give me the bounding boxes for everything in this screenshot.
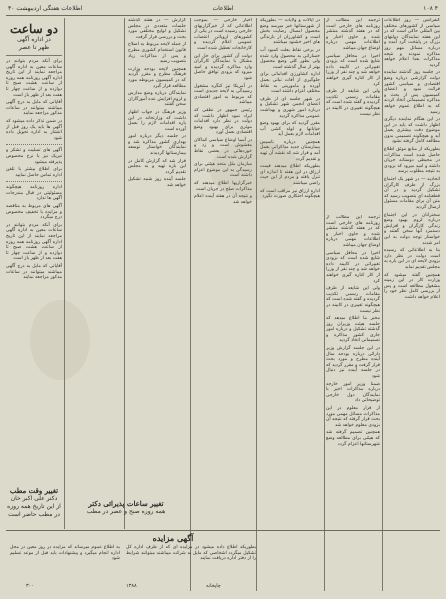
column-divider-1	[382, 18, 383, 591]
col5-p5: وزیر فرهنگ در جواب اظهار داشت که وزارتخانه در این باره اقدامات لازم را بعمل آورده است	[128, 109, 186, 132]
col5-p8: جلسه آینده روز شنبه تشکیل خواهد شد	[128, 177, 186, 189]
column-1	[384, 18, 440, 591]
col4-p8: و نتیجه آن در هفته آینده اعلام خواهد شد	[194, 194, 252, 205]
col2-p4: مخبر ما اطلاع میدهد که جلسه هیئت وزیران روز گذشته تشکیل و درباره امور جاری کشور مذاکره و تصمیماتی اتخاذ گردید	[326, 316, 380, 344]
ad-title: آگهی مزایده	[152, 533, 194, 543]
col2-p5: در این جلسه گزارش وزیر دارائی درباره بودجه سال آینده مطرح و مورد بحث قرار گرفت و مقرر گردید که در جلسه آینده نیز دنبال شود	[326, 346, 380, 380]
column-2-top	[326, 18, 380, 209]
ad-footer-left: ۳۰۰	[26, 583, 35, 589]
left-p3: در ضمن تذکر داده میشود که آگهی ها باید یک روز قبل از انتشار به اداره تحویل داده شود	[6, 118, 62, 141]
col2-p3: ولی این شایعه از طرف مقامات رسمی تکذیب گردیده و گفته شده است که هیچگونه تغییری در کابینه در نظر نیست	[326, 286, 380, 314]
col3-p5: مقرر گردید که برای بهبود وضع خیابانها و لوله کشی آب اقدامات لازم بعمل آید	[260, 121, 320, 138]
col4-p2: دولت آن کشور برای حل این مشکل با نمایندگان کارگران وارد مذاکره گردیده و امید میرود که بزودی توافق حاصل شود	[194, 53, 252, 81]
col4-p6: سازمان ملل متحد هیئتی برای رسیدگی به این موضوع اعزام داشته است	[194, 162, 252, 179]
col1-p6: سخنرانان در این اجتماع درباره لزوم بهبود وضع زندگی کارگران و افزایش دستمزد آنها سخن گفتند و خواستار توجه دولت به این امر شدند	[384, 212, 440, 246]
ad-right-text: بطوریکه اطلاع داده میشود در مزایده ای که از طرف اداره کل تشکیل میگردد اشخاصی که مایل به شرکت میباشند میتوانند شرایط را از دفتر اداره دریافت نمایند	[126, 545, 256, 562]
col2-p2: اخیرا در محافل سیاسی شایع شده است که بزودی تغییراتی در کابینه داده خواهد شد و چند نفر از وزرا از کار کناره گیری خواهند کرد	[326, 250, 380, 284]
page-number: ۴ ۱۰۸	[423, 5, 438, 12]
col5-p3: همچنین لایحه بودجه وزارت فرهنگ مطرح و مقرر گردید که در کمیسیون مربوطه مورد مطالعه قرار گیرد	[128, 66, 186, 89]
left-p4: آگهی های تسلیت و تشکر و تبریک نیز با نرخ مخصوص پذیرفته میشود	[6, 148, 62, 165]
column-3	[260, 18, 320, 591]
col5-p1: گزارش — در هفته گذشته جلسات متعددی در مجلس تشکیل و لوایح مختلفی مورد بحث و بررسی قرار گرفت	[128, 18, 186, 40]
col3-p7: بطوریکه اطلاع میدهند قیمت ارزاق در این هفته تا اندازه ای تنزل یافته و مردم از این حیث راضی میباشند	[260, 164, 320, 187]
center-notice	[66, 500, 186, 516]
col3-p4: در شهر جلسه ای از طرف اعضای انجمن شهر تشکیل و درباره امور شهری و بهداشت عمومی مذاکره گردید	[260, 96, 320, 119]
left-dotline-1	[6, 144, 62, 145]
left-p9: آقایانی که مایل به درج آگهی میباشند میتوانند در ساعات مذکور مراجعه نمایند	[6, 264, 62, 281]
center-notice-line: همه روزه صبح و عصر در مطب	[86, 508, 166, 515]
doctor-notice	[6, 487, 62, 519]
left-subtitle-1: در اداره آگهی	[17, 36, 51, 43]
col1-p5: اتحادیه — در شهر یک اجتماع بزرگ از طرف کارگران تشکیل گردید و در آن قطعنامه ای بتصویب رسید که متن آن برای مقامات مسئول ارسال گردید	[384, 177, 440, 210]
col4-p5: در آسیا اوضاع سیاسی کماکان مغشوش است و زد و خوردهائی در بعضی نقاط گزارش شده است	[194, 137, 252, 160]
paper-stain	[30, 300, 90, 380]
left-p2: آقایانی که مایل به درج آگهی میباشند میتوانند در ساعات مذکور مراجعه نمایند	[6, 100, 62, 117]
col4-p7: خبرگزاریها اطلاع میدهند که مذاکرات صلح در جریان است	[194, 181, 252, 192]
left-dotline-2	[6, 181, 62, 182]
column-divider-3	[256, 18, 257, 591]
col3-p2: در برخی نقاط بعلت کمبود آب خساراتی به محصول وارد شده ولی بطور کلی وضع محصول بهتر از سال گذشته است	[260, 47, 320, 70]
col1-p8: همچنین گفته میشود که وزارت کار در این زمینه مشغول مطالعه است و پس از بررسی کامل نظر خود را اعلام خواهد داشت	[384, 272, 440, 300]
paper-stain	[210, 140, 300, 200]
left-p6: اداره روزنامه هیچگونه مسئولیتی در قبال مندرجات آگهی ها ندارد	[6, 185, 62, 202]
left-column	[6, 18, 62, 529]
left-rule	[6, 55, 62, 56]
center-notice-title: تغییر ساعات پذیرائی دکتر	[88, 499, 164, 508]
col1-p4: بطوریکه از منابع موثق اطلاع حاصل شده است مذاکرات در محیطی دوستانه جریان داشته و امید میرود که بزودی به نتیجه مطلوب برسد	[384, 147, 440, 175]
header-rule	[6, 15, 440, 16]
col2-top-p2: اخیرا در محافل سیاسی شایع شده است که بزودی تغییراتی در کابینه داده خواهد شد و چند نفر از وزرا از کار کناره گیری خواهند کرد	[326, 53, 380, 87]
left-p7: آگهی های مربوط به مناقصه و مزایده با تخفیف مخصوص درج میگردد	[6, 204, 62, 221]
col3-p6: همچنین درباره تاسیس بیمارستان جدید مذاکراتی بعمل آمد و قرار شد که نقشه آن تهیه و تقدیم گردد	[260, 139, 320, 162]
col3-p1: در ایالات و ولایات — بطوریکه از شهرستانها خبر میرسد وضع محصول امسال رضایت بخش است و کشاورزان از بارندگی های اخیر خشنود میباشند	[260, 18, 320, 46]
col2-top-p3: ولی این شایعه از طرف مقامات رسمی تکذیب گردیده و گفته شده است که هیچگونه تغییری در کابینه در نظر نیست	[326, 89, 380, 117]
col2-top-p1: ترجمه این مطالب از روزنامه های خارجی است که در هفته گذشته منتشر شده و حاوی اخبار و اطلاعات مهمی درباره اوضاع جهان میباشد	[326, 18, 380, 51]
column-divider-4	[190, 18, 191, 591]
col2-p7: از قرار معلوم در این مذاکرات مسائل مهمی مورد بحث قرار گرفته که نتیجه آن بزودی معلوم خواهد شد	[326, 406, 380, 428]
ad-footer-right: چاپخانه	[206, 583, 221, 589]
col5-p6: در جلسه دیگر درباره امور بهداری کشور مذاکره شد و نمایندگان خواستار توسعه بیمارستانها گردیدند	[128, 134, 186, 157]
col4-p1: اخبار خارجی — بموجب اطلاعاتی که از خبرگزاریهای خارجی رسیده است در یکی از کشورهای اروپائی اعتصاب عمومی اعلام گردیده و کارخانجات تعطیل شده است	[194, 18, 252, 51]
advertisement-box	[6, 530, 440, 591]
doctor-notice-line-1: دکتر علی اکبر خان	[10, 495, 58, 502]
col2-p6: ضمنا وزیر امور خارجه درباره مذاکرات اخیر با نمایندگان دول خارجی توضیحاتی داد	[326, 381, 380, 404]
doctor-notice-title: تغییر وقت مطب	[9, 486, 59, 495]
ad-left-text: به اطلاع عموم میرساند که مزایده در روز معین در محل اداره انجام میگیرد و پیشنهادات باید قبل از موعد تسلیم شود	[10, 545, 120, 562]
column-divider-left	[64, 18, 65, 529]
column-5	[128, 18, 186, 529]
col1-p2: در جلسه روز گذشته نماینده دولت گزارشی درباره وضع اقتصادی و سیاسی کشور قرائت نمود و اعضای کمیسیون پس از بحث و مذاکره تصمیماتی اتخاذ کردند که به اطلاع عموم خواهد رسید	[384, 70, 440, 115]
col1-p7: بنا به اطلاعاتی که رسیده است دولت در نظر دارد بزودی لایحه ای در این باره به مجلس تقدیم نماید	[384, 248, 440, 270]
doctor-notice-line-2: از این تاریخ همه روزه در مطب حاضر است	[7, 503, 61, 518]
col4-p3: در آمریکا نیز کنگره مشغول رسیدگی به لایحه جدیدی است که مربوط به امور اقتصادی میباشد	[194, 83, 252, 106]
left-p5: برای اطلاع بیشتر با تلفن اداره تماس حاصل نمایید	[6, 167, 62, 178]
left-p8: برای آنکه مردم بتوانند در ساعات معین به اداره آگهی مراجعه نمایند از این تاریخ اداره آگهی روزنامه همه روزه از ساعت هشت صبح تا دوازده و از ساعت چهار تا هفت بعد از ظهر باز است	[6, 222, 62, 262]
col2-p1: ترجمه این مطالب از روزنامه های خارجی است که در هفته گذشته منتشر شده و حاوی اخبار و اطلاعات مهمی درباره اوضاع جهان میباشد	[326, 215, 380, 248]
col5-p7: قرار شد که گزارش کامل در این باره تهیه و به مجلس تقدیم گردد	[128, 158, 186, 175]
column-divider-5	[124, 18, 125, 529]
left-title: دو ساعت	[10, 22, 58, 36]
ad-footer-center: ۱۳۸۸	[126, 583, 137, 589]
col2-p8: همچنین تصمیم گرفته شد که هیئتی برای مطالعه وضع شهرستانها اعزام گردد	[326, 430, 380, 447]
col3-p3: اداره کشاورزی اقداماتی برای جلوگیری از آفات نباتی بعمل آورده و مامورینی به نقاط مختلف اعزام داشته است	[260, 72, 320, 95]
col1-p3: در این هنگام نماینده دیگری اظهار داشت که باید در این موضوع دقت بیشتری بعمل آید و هیچگونه تصمیمی بدون مطالعه کامل گرفته نشود	[384, 117, 440, 145]
col5-p4: نمایندگان درباره وضع مدارس و لزوم افزایش عده آموزگاران سخن گفتند	[128, 91, 186, 108]
col5-p2: از جمله لایحه مربوط به اصلاح قانون استخدام کشوری مطرح و پس از مذاکرات زیاد بتصویب رسید	[128, 42, 186, 65]
left-p1: برای آنکه مردم بتوانند در ساعات معین به اداره آگهی مراجعه نمایند از این تاریخ اداره آگهی روزنامه همه روزه از ساعت هشت صبح تا دوازده و از ساعت چهار تا هفت بعد از ظهر باز است	[6, 59, 62, 98]
left-subtitle-2: ظهر تا عصر	[18, 44, 50, 51]
col3-p8: اداره ارزاق نیز مراقب است که هیچگونه احتکاری صورت نگیرد	[260, 188, 320, 200]
col4-p4: رئیس جمهور در نطقی که ایراد نمود اظهار داشت که دولت در نظر دارد اقدامات موثری برای بهبود وضع اقتصادی بعمل آورد	[194, 107, 252, 136]
issue-date: اطلاعات هفتگی اردیبهشت ۳۰	[8, 5, 83, 12]
masthead-center: اطلاعات	[212, 5, 234, 12]
page-header	[6, 3, 440, 15]
col1-p1: کنفرانس — روز اطلاعات سیاسی از کشورهای مختلف بین المللی حاکی است که در این هفته نمایندگان دولتهای بزرگ در پایتخت گرد آمده و درباره مسائل مهم روز مذاکره نمودند و نتیجه مذاکرات بعدا اعلام خواهد گردید	[384, 18, 440, 68]
column-4	[194, 18, 252, 591]
column-divider-2	[324, 18, 325, 591]
